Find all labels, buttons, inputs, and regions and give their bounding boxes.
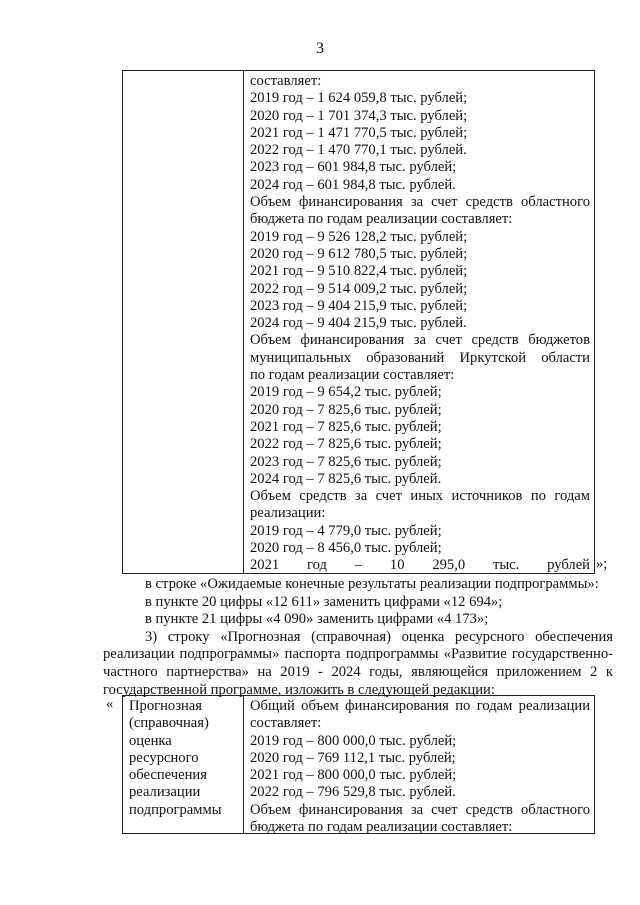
funding-line: 2019 год – 800 000,0 тыс. рублей; [250,732,457,749]
funding-line: 2020 год – 8 456,0 тыс. рублей; [250,540,442,557]
funding-line: 2022 год – 7 825,6 тыс. рублей; [250,436,442,453]
funding-line: 2019 год – 1 624 059,8 тыс. рублей; [250,90,468,107]
amendment-text [103,576,613,699]
funding-line: 2021 год – 800 000,0 тыс. рублей; [250,767,457,784]
funding-line: бюджета по годам реализации составляет: [250,211,513,228]
resource-estimate-table [122,695,595,834]
funding-line: 2021 год – 7 825,6 тыс. рублей; [250,418,442,435]
funding-line: бюджета по годам реализации составляет: [250,819,513,836]
page-number: 3 [316,40,324,57]
row-header-line: подпрограммы [129,801,222,818]
funding-cell-text [250,698,590,836]
amendment-paragraph: 3) строку «Прогнозная (справочная) оценка ресурсного обеспечения реализации подпрограммы» паспорта подпрограммы «Развитие государственно-частного партнерства» на 2019 - 2024 годы, являющейся приложением 2 к государственной программе, изложить в следующей редакции: [103,628,613,698]
funding-line: 2019 год – 9 654,2 тыс. рублей; [250,384,442,401]
row-header-line: реализации [129,784,201,801]
funding-line: 2023 год – 601 984,8 тыс. рублей; [250,159,457,176]
funding-line: 2022 год – 1 470 770,1 тыс. рублей. [250,142,467,159]
funding-line: 2022 год – 9 514 009,2 тыс. рублей; [250,280,468,297]
funding-line: Объем финансирования за счет средств областного [250,194,590,211]
funding-line: 2020 год – 9 612 780,5 тыс. рублей; [250,245,468,262]
funding-line: 2023 год – 7 825,6 тыс. рублей; [250,453,442,470]
funding-line: 2020 год – 769 112,1 тыс. рублей; [250,749,456,766]
funding-cell-text [250,73,590,575]
funding-line: Общий объем финансирования по годам реализации [250,698,590,714]
funding-line: Объем финансирования за счет средств областного [250,801,590,818]
funding-line: по годам реализации составляет: [250,367,455,384]
funding-line: 2023 год – 9 404 215,9 тыс. рублей; [250,297,468,314]
funding-table-continued [122,70,595,574]
funding-line: Объем средств за счет иных источников по годам [250,488,590,505]
closing-quote-mark: »; [596,556,608,572]
row-header-line: (справочная) [129,715,209,732]
funding-line: 2021 год – 9 510 822,4 тыс. рублей; [250,263,468,280]
table-column-divider [243,696,244,833]
row-header-line: обеспечения [129,767,207,784]
funding-line: 2020 год – 1 701 374,3 тыс. рублей; [250,107,468,124]
row-header-line: ресурсного [129,749,199,766]
funding-line: составляет: [250,715,322,732]
funding-line: муниципальных образований Иркутской области [250,349,590,366]
funding-line: Объем финансирования за счет средств бюджетов [250,332,590,349]
amendment-line: в строке «Ожидаемые конечные результаты реализации подпрограммы»: [145,576,599,592]
funding-line: 2024 год – 9 404 215,9 тыс. рублей. [250,315,467,332]
funding-line: 2021 год – 10 295,0 тыс. рублей [250,557,590,574]
funding-line: 2024 год – 601 984,8 тыс. рублей. [250,176,456,193]
table-column-divider [243,71,244,573]
row-header-line: Прогнозная [129,698,202,714]
funding-line: 2024 год – 7 825,6 тыс. рублей. [250,470,442,487]
funding-line: 2020 год – 7 825,6 тыс. рублей; [250,401,442,418]
row-header-cell [129,698,239,819]
opening-quote-mark: « [106,696,114,712]
funding-line: составляет: [250,73,322,89]
funding-line: реализации: [250,505,326,522]
row-header-line: оценка [129,732,172,749]
amendment-line: в пункте 21 цифры «4 090» заменить цифрами «4 173»; [145,611,489,628]
funding-line: 2021 год – 1 471 770,5 тыс. рублей; [250,124,468,141]
funding-line: 2019 год – 9 526 128,2 тыс. рублей; [250,228,468,245]
amendment-line: в пункте 20 цифры «12 611» заменить цифрами «12 694»; [145,593,503,610]
funding-line: 2019 год – 4 779,0 тыс. рублей; [250,522,442,539]
funding-line: 2022 год – 796 529,8 тыс. рублей. [250,784,456,801]
